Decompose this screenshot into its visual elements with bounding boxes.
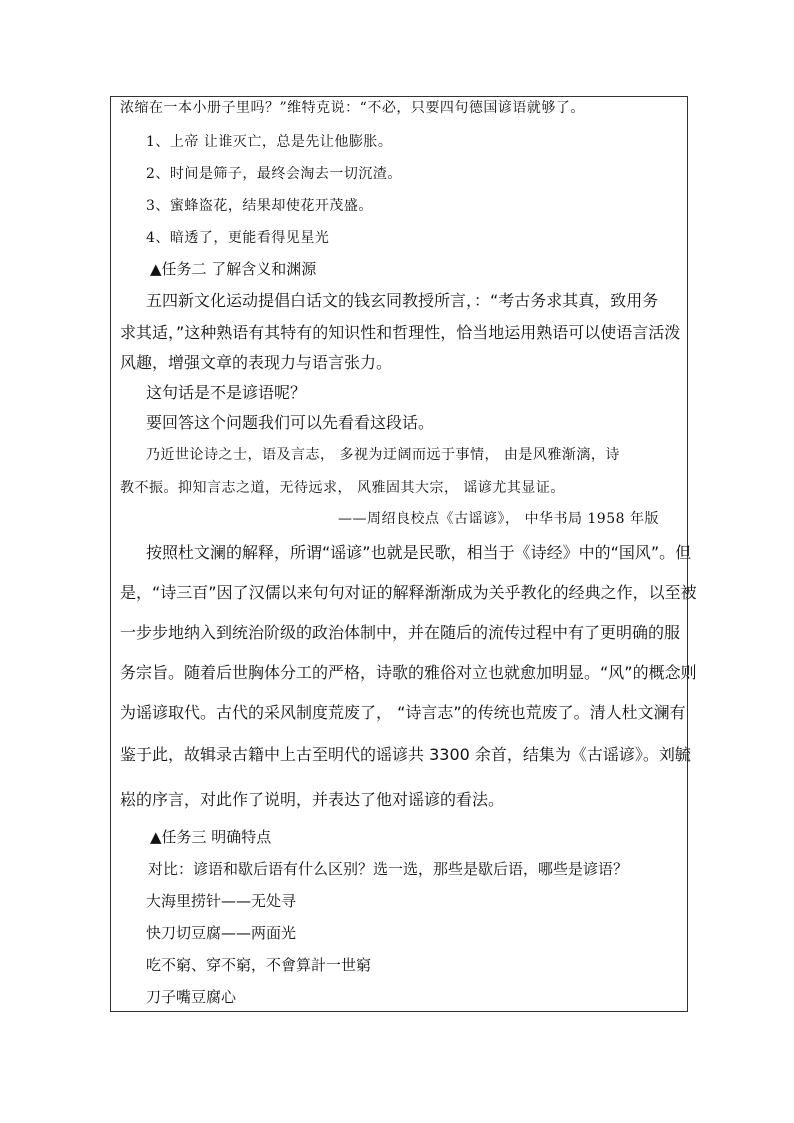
citation: ——周绍良校点《古谣谚》， 中华书局 1958 年版 [338,511,659,527]
proverb-item: 2、时间是筛子，最终会淘去一切沉渣。 [146,166,402,182]
paragraph-line: 是，“诗三百”因了汉儒以来句句对证的解释渐渐成为关乎教化的经典之作，以至被 [120,583,697,602]
paragraph-line: 为谣谚取代。古代的采风制度荒废了， “诗言志”的传统也荒废了。清人杜文澜有 [120,703,686,722]
quote-line: 乃近世论诗之士，语及言志， 多视为迂阔而远于事情， 由是风雅渐漓，诗 [146,447,620,463]
paragraph-line: 崧的序言，对此作了说明，并表达了他对谣谚的看法。 [120,790,505,809]
paragraph-line: 鉴于此，故辑录古籍中上古至明代的谣谚共 3300 余首，结集为《古谣谚》。刘毓 [120,745,691,764]
paragraph-line: 风趣，增强文章的表现力与语言张力。 [120,353,393,372]
paragraph-line: 五四新文化运动提倡白话文的钱玄同教授所言，：“考古务求其真，致用务 [146,291,659,310]
section-heading: ▲任务二 了解含义和渊源 [150,260,317,278]
paragraph-line: 务宗旨。随着后世胸体分工的严格，诗歌的雅俗对立也就愈加明显。“风”的概念则 [120,663,697,682]
list-item: 吃不窮、穿不窮，不會算計一世窮 [146,956,372,974]
proverb-item: 3、蜜蜂盗花，结果却使花开茂盛。 [146,198,373,214]
proverb-item: 1、上帝 让谁灭亡，总是先让他膨胀。 [146,134,393,150]
paragraph-line: 按照杜文澜的解释，所谓“谣谚”也就是民歌，相当于《诗经》中的“国风”。但 [146,543,692,562]
section-heading: ▲任务三 明确特点 [150,828,272,846]
paragraph-line: 这句话是不是谚语呢？ [146,383,307,402]
text-line: 浓缩在一本小册子里吗？”维特克说：“不必，只要四句德国谚语就够了。 [120,100,585,116]
paragraph-line: 求其适，”这种熟语有其特有的知识性和哲理性，恰当地运用熟语可以使语言活泼 [120,323,681,342]
quote-line: 教不振。抑知言志之道，无待远求， 风雅固其大宗， 谣谚尤其显证。 [120,480,565,496]
paragraph-line: 一步步地纳入到统治阶级的政治体制中，并在随后的流传过程中有了更明确的服 [120,623,681,642]
list-item: 快刀切豆腐——两面光 [146,924,297,942]
list-item: 大海里捞针——无处寻 [146,892,297,910]
paragraph-line: 要回答这个问题我们可以先看看这段话。 [146,413,435,432]
proverb-item: 4、暗透了，更能看得见星光 [146,230,330,246]
list-item: 刀子嘴豆腐心 [146,988,237,1006]
paragraph-line: 对比：谚语和歇后语有什么区别？选一选，那些是歇后语，哪些是谚语？ [148,860,629,878]
